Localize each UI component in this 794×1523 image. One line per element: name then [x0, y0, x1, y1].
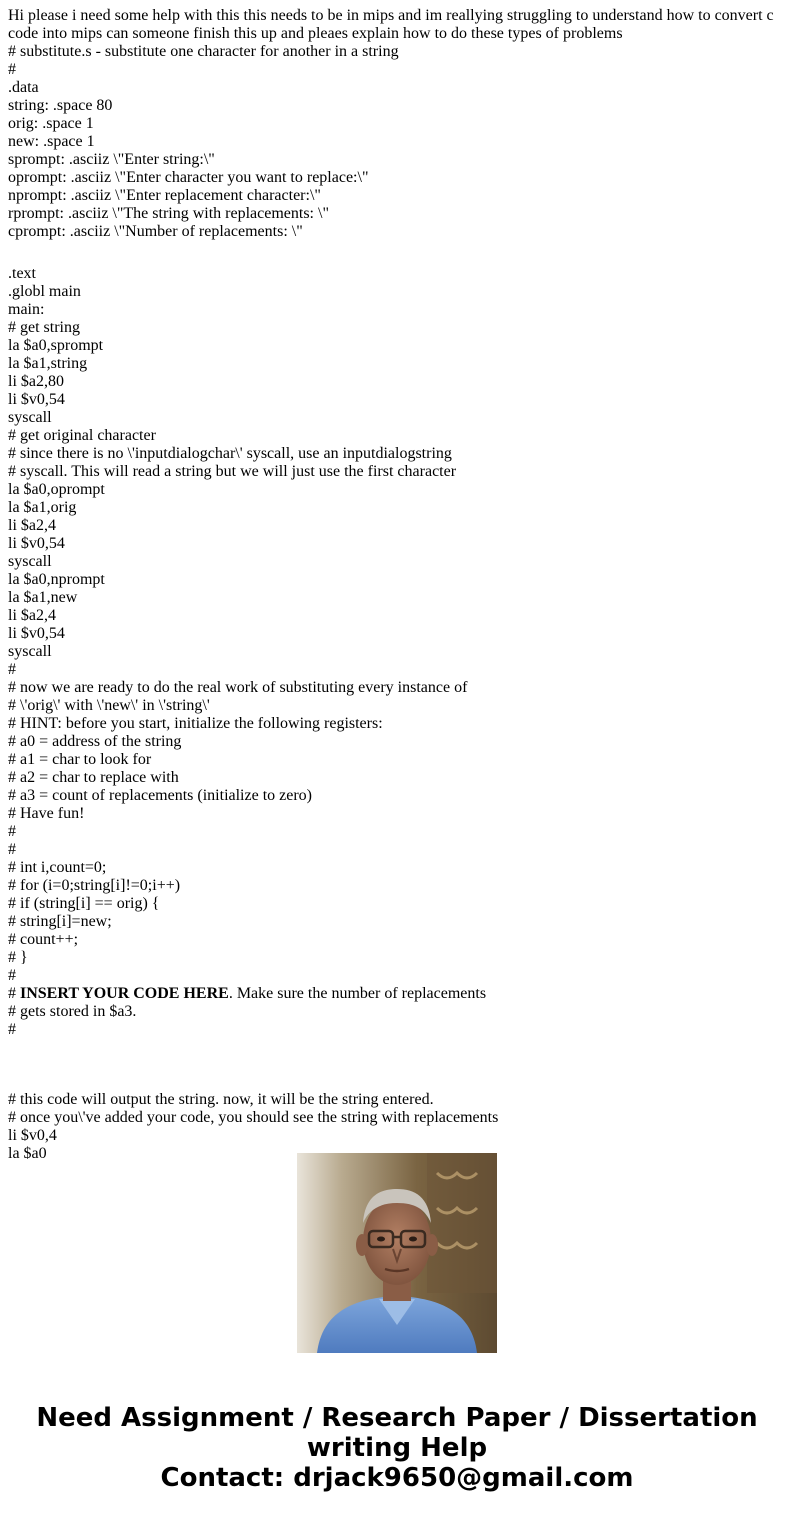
promo-contact: Contact: drjack9650@gmail.com [160, 1463, 634, 1493]
code-line: # } [8, 949, 28, 966]
code-line: # substitute.s - substitute one character for another in a string [8, 43, 399, 60]
code-line: orig: .space 1 [8, 115, 94, 132]
intro-line: Hi please i need some help with this this needs to be in mips and im reallying struggling to understand how to convert c [8, 7, 774, 24]
code-line: # once you\'ve added your code, you should see the string with replacements [8, 1109, 499, 1126]
code-line: new: .space 1 [8, 133, 95, 150]
code-line: # if (string[i] == orig) { [8, 895, 160, 912]
code-line: li $a2,4 [8, 607, 56, 624]
code-line: # get string [8, 319, 80, 336]
code-line: .globl main [8, 283, 81, 300]
insert-code-line [8, 985, 794, 1003]
insert-prefix: # [8, 985, 20, 1002]
code-line: la $a1,new [8, 589, 78, 606]
code-line: la $a0,oprompt [8, 481, 105, 498]
code-line: oprompt: .asciiz \"Enter character you want to replace:\" [8, 169, 369, 186]
expert-avatar [297, 1153, 497, 1353]
code-line: la $a1,orig [8, 499, 77, 516]
code-line: # a2 = char to replace with [8, 769, 179, 786]
code-line: # for (i=0;string[i]!=0;i++) [8, 877, 181, 894]
insert-suffix: . Make sure the number of replacements [228, 985, 487, 1002]
code-line: sprompt: .asciiz \"Enter string:\" [8, 151, 215, 168]
code-block-after [8, 1003, 794, 1039]
code-line: # HINT: before you start, initialize the following registers: [8, 715, 383, 732]
question-text [8, 7, 794, 1162]
code-line: # gets stored in $a3. [8, 1003, 137, 1020]
code-line: li $a2,80 [8, 373, 64, 390]
code-line: # syscall. This will read a string but we will just use the first character [8, 463, 457, 480]
code-line: # a3 = count of replacements (initialize to zero) [8, 787, 313, 804]
code-line: la $a0 [8, 1145, 47, 1162]
code-line: la $a1,string [8, 355, 88, 372]
code-line: # [8, 661, 16, 678]
code-line: # [8, 823, 16, 840]
code-line: # a1 = char to look for [8, 751, 152, 768]
code-line: syscall [8, 409, 52, 426]
code-line: .data [8, 79, 39, 96]
code-line: # [8, 967, 16, 984]
code-line: # [8, 61, 16, 78]
code-line: # int i,count=0; [8, 859, 107, 876]
code-line: .text [8, 265, 36, 282]
code-line: li $v0,54 [8, 535, 65, 552]
code-line: li $v0,4 [8, 1127, 57, 1144]
code-line: li $v0,54 [8, 391, 65, 408]
portrait-image [297, 1153, 497, 1353]
code-line: syscall [8, 553, 52, 570]
code-line: # Have fun! [8, 805, 85, 822]
code-line: syscall [8, 643, 52, 660]
code-line: li $a2,4 [8, 517, 56, 534]
code-line: # get original character [8, 427, 156, 444]
code-line: li $v0,54 [8, 625, 65, 642]
code-line: la $a0,nprompt [8, 571, 105, 588]
code-line: nprompt: .asciiz \"Enter replacement character:\" [8, 187, 321, 204]
code-line: main: [8, 301, 45, 318]
code-line: la $a0,sprompt [8, 337, 104, 354]
code-line: rprompt: .asciiz \"The string with replacements: \" [8, 205, 329, 222]
blank-gap [8, 1039, 794, 1091]
insert-code-emphasis: INSERT YOUR CODE HERE [20, 985, 229, 1002]
code-line [8, 241, 794, 265]
code-line: string: .space 80 [8, 97, 113, 114]
promo-banner [0, 1403, 794, 1493]
code-line: # now we are ready to do the real work of substituting every instance of [8, 679, 468, 696]
intro-line: code into mips can someone finish this up and pleaes explain how to do these types of problems [8, 25, 623, 42]
code-line: # string[i]=new; [8, 913, 112, 930]
code-line: # [8, 1021, 16, 1038]
code-block [8, 43, 794, 985]
promo-line-2: writing Help [306, 1433, 488, 1463]
code-line: # [8, 841, 16, 858]
code-line: cprompt: .asciiz \"Number of replacements: \" [8, 223, 303, 240]
code-line: # this code will output the string. now, it will be the string entered. [8, 1091, 434, 1108]
promo-line-1: Need Assignment / Research Paper / Dissertation [36, 1403, 758, 1433]
code-line: # \'orig\' with \'new\' in \'string\' [8, 697, 210, 714]
code-line: # count++; [8, 931, 79, 948]
code-line: # a0 = address of the string [8, 733, 182, 750]
code-line: # since there is no \'inputdialogchar\' syscall, use an inputdialogstring [8, 445, 452, 462]
